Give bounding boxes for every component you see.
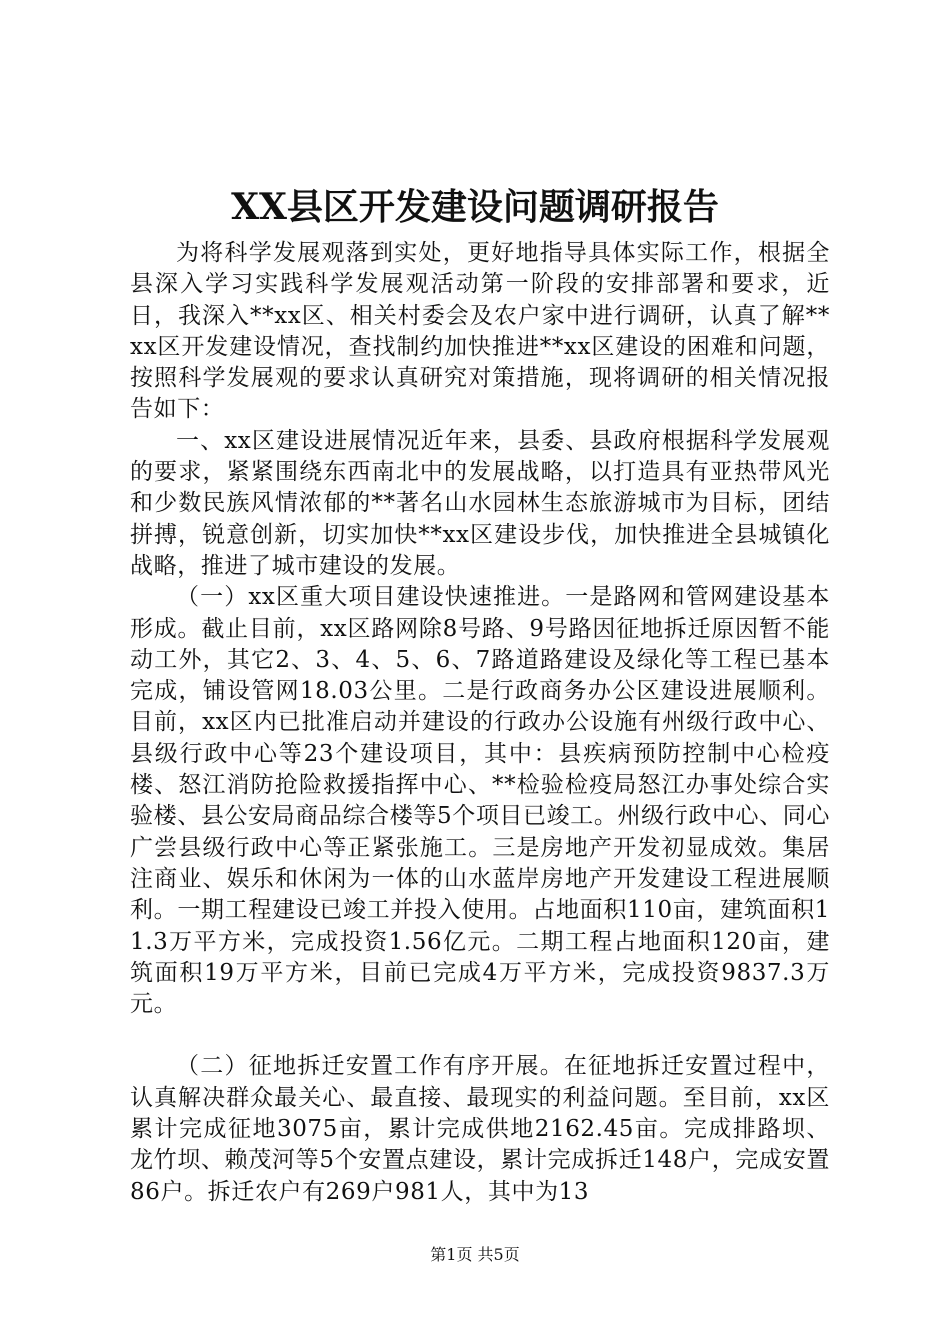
paragraph-spacer — [130, 1020, 830, 1051]
paragraph-major-projects: （一）xx区重大项目建设快速推进。一是路网和管网建设基本形成。截止目前，xx区路网除8号路、9号路因征地拆迁原因暂不能动工外，其它2、3、4、5、6、7路道路建设及绿化等工程已基本完成，铺设管网18.03公里。二是行政商务办公区建设进展顺利。目前，xx区内已批准启动并建设的行政办公设施有州级行政中心、县级行政中心等23个建设项目，其中：县疾病预防控制中心检疫楼、怒江消防抢险救援指挥中心、**检验检疫局怒江办事处综合实验楼、县公安局商品综合楼等5个项目已竣工。州级行政中心、同心广尝县级行政中心等正紧张施工。三是房地产开发初显成效。集居注商业、娱乐和休闲为一体的山水蓝岸房地产开发建设工程进展顺利。一期工程建设已竣工并投入使用。占地面积110亩，建筑面积11.3万平方米，完成投资1.56亿元。二期工程占地面积120亩，建筑面积19万平方米，目前已完成4万平方米，完成投资9837.3万元。 — [130, 584, 830, 1018]
document-body — [130, 238, 830, 1208]
paragraph-section-one: 一、xx区建设进展情况近年来，县委、县政府根据科学发展观的要求，紧紧围绕东西南北中的发展战略，以打造具有亚热带风光和少数民族风情浓郁的**著名山水园林生态旅游城市为目标，团结拼搏，锐意创新，切实加快**xx区建设步伐，加快推进全县城镇化战略，推进了城市建设的发展。 — [130, 427, 830, 579]
paragraph-land-acquisition: （二）征地拆迁安置工作有序开展。在征地拆迁安置过程中，认真解决群众最关心、最直接、最现实的利益问题。至目前，xx区累计完成征地3075亩，累计完成供地2162.45亩。完成排路坝、龙竹坝、赖茂河等5个安置点建设，累计完成拆迁148户，完成安置86户。拆迁农户有269户981人，其中为13 — [130, 1053, 830, 1205]
paragraph-intro: 为将科学发展观落到实处，更好地指导具体实际工作，根据全县深入学习实践科学发展观活动第一阶段的安排部署和要求，近日，我深入**xx区、相关村委会及农户家中进行调研，认真了解**xx区开发建设情况，查找制约加快推进**xx区建设的困难和问题，按照科学发展观的要求认真研究对策措施，现将调研的相关情况报告如下： — [130, 240, 830, 423]
page-number-footer: 第1页 共5页 — [430, 1245, 520, 1264]
document-title: XX县区开发建设问题调研报告 — [231, 186, 719, 228]
